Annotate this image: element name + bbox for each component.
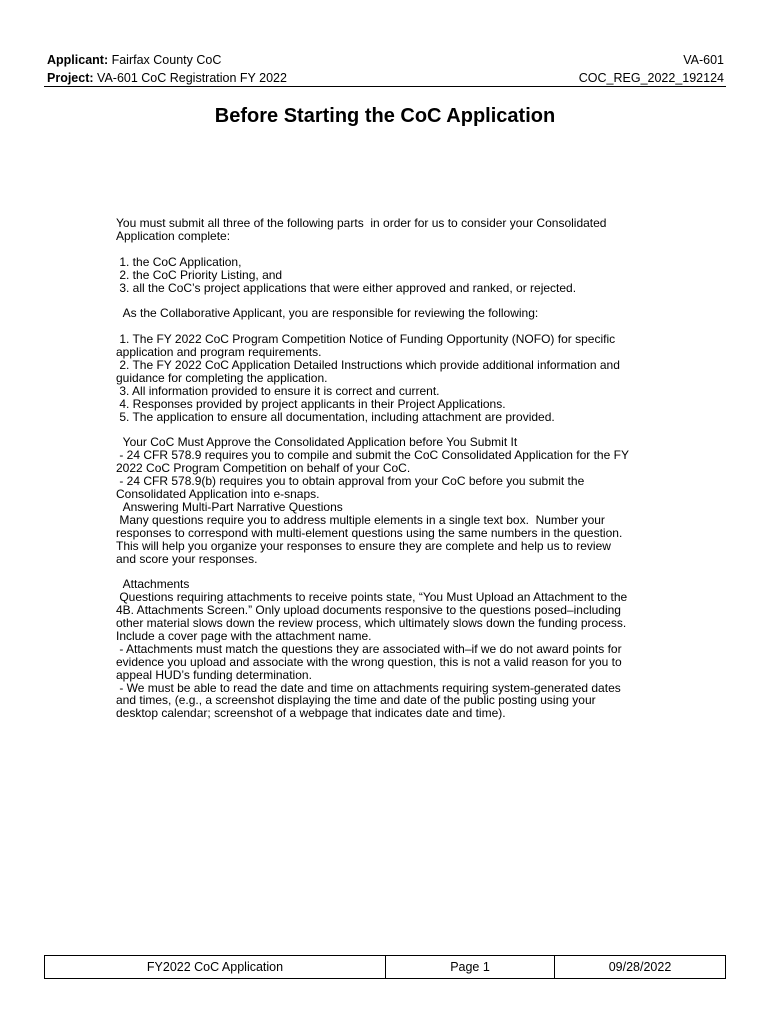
footer-date: 09/28/2022 xyxy=(608,960,672,974)
applicant-value: Fairfax County CoC xyxy=(111,53,222,67)
body-paragraph: 1. the CoC Application, 2. the CoC Priority Listing, and 3. all the CoC’s project applications that were either approved and ranked, or rejected. xyxy=(119,254,577,295)
page-title: Before Starting the CoC Application xyxy=(214,105,556,127)
paragraph-spacer xyxy=(116,565,661,578)
footer-application: FY2022 CoC Application xyxy=(45,956,386,978)
registration-id: COC_REG_2022_192124 xyxy=(578,71,724,85)
body-paragraph: 1. The FY 2022 CoC Program Competition Notice of Funding Opportunity (NOFO) for specific application and program requirements. 2. The FY 2022 CoC Application Detailed Instructions which provide additional information and guidance for completing the application. 3. All information provided to ensure it is correct and current. 4. Responses provided by project applicants in their Project Applications. 5. The application to ensure all documentation, including attachment are provided. xyxy=(116,332,620,424)
footer-page-number: Page 1 xyxy=(386,956,555,978)
body-paragraph: Your CoC Must Approve the Consolidated Application before You Submit It - 24 CFR 578.9 requires you to compile and submit the CoC Consolidated Application for the FY 2022 CoC Program Competition on behalf of your CoC. - 24 CFR 578.9(b) requires you to obtain approval from your CoC before you submit the Consolidated Application into e-snaps. Answering Multi-Part Narrative Questions Many questions require you to address multiple elements in a single text box. Number your responses to correspond with multi-element questions using the same numbers in the question. This will help you organize your responses to ensure they are complete and help us to review and score your responses. xyxy=(116,435,629,566)
instructions-body xyxy=(116,217,661,720)
header-divider xyxy=(44,86,726,87)
paragraph-spacer xyxy=(116,243,661,256)
body-paragraph: As the Collaborative Applicant, you are responsible for reviewing the following: xyxy=(116,306,539,321)
project-label: Project: xyxy=(47,71,94,85)
body-paragraph: You must submit all three of the following parts in order for us to consider your Consolidated Application complete: xyxy=(116,216,607,243)
page-header-left xyxy=(47,51,287,87)
applicant-label: Applicant: xyxy=(47,53,109,67)
project-value: VA-601 CoC Registration FY 2022 xyxy=(97,71,287,85)
project-line xyxy=(47,69,287,87)
page-footer xyxy=(44,955,726,979)
page-header-right xyxy=(579,51,724,87)
coc-code: VA-601 xyxy=(683,53,724,67)
body-paragraph: Attachments Questions requiring attachments to receive points state, “You Must Upload an Attachment to the 4B. Attachments Screen.” Only upload documents responsive to the questions posed–including other material slows down the review process, which ultimately slows down the funding process. Include a cover page with the attachment name. - Attachments must match the questions they are associated with–if we do not award points for evidence you upload and associate with the wrong question, this is not a valid reason for you to appeal HUD’s funding determination. - We must be able to read the date and time on attachments requiring system-generated dates and times, (e.g., a screenshot displaying the time and date of the public posting using your desktop calendar; screenshot of a webpage that indicates date and time). xyxy=(116,577,628,721)
applicant-line xyxy=(47,51,287,69)
